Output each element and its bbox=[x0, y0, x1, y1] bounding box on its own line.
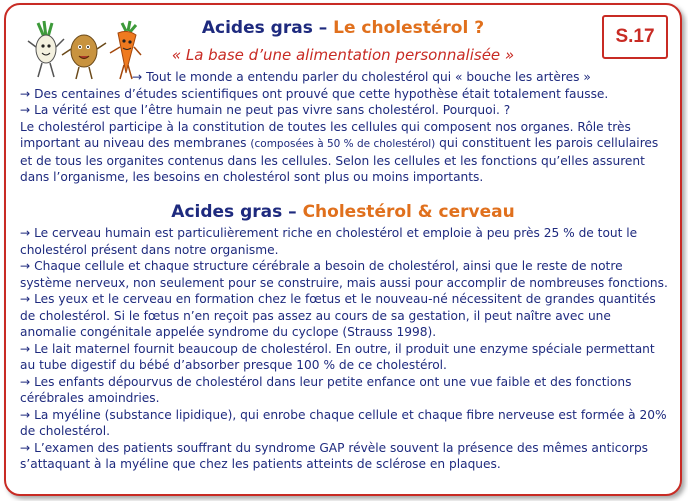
section-title bbox=[6, 202, 680, 222]
brain-block bbox=[20, 225, 670, 473]
section-title-prefix: Acides gras – bbox=[171, 202, 303, 222]
intro-paragraph bbox=[20, 119, 670, 186]
intro-para-note: (composées à 50 % de cholestérol) bbox=[250, 138, 436, 150]
brain-paragraph-7: → L’examen des patients souffrant du syndrome GAP révèle souvent la présence des mêmes anticorps s’attaquant à la myéline que chez les patients atteints de sclérose en plaques. bbox=[20, 440, 649, 471]
brain-paragraph-5: → Les enfants dépourvus de cholestérol dans leur petite enfance ont une vue faible et des fonctions cérébrales amoindries. bbox=[20, 374, 632, 405]
intro-line-1: → Tout le monde a entendu parler du cholestérol qui « bouche les artères » bbox=[132, 70, 591, 84]
document-card bbox=[4, 3, 682, 496]
subtitle: « La base d’une alimentation personnalisée » bbox=[171, 46, 515, 64]
intro-para-start: Le cholestérol participe à la constitution de toutes les cellules qui composent nos organes. Rôle très important au niveau des membranes bbox=[20, 119, 631, 150]
page-number-badge: S.17 bbox=[602, 15, 668, 59]
intro-line-2: → Des centaines d’études scientifiques ont prouvé que cette hypothèse était totalement fausse. bbox=[20, 86, 609, 101]
brain-paragraph-1: → Le cerveau humain est particulièrement riche en cholestérol et emploie à peu près 25 % de tout le cholestérol présent dans notre organisme. bbox=[20, 226, 638, 257]
page-title bbox=[86, 18, 600, 38]
intro-line-3: → La vérité est que l’être humain ne peut pas vivre sans cholestérol. Pourquoi. ? bbox=[20, 103, 511, 117]
intro-block bbox=[20, 69, 670, 186]
title-prefix: Acides gras – bbox=[201, 18, 334, 38]
brain-paragraph-2: → Chaque cellule et chaque structure cérébrale a besoin de cholestérol, ainsi que le reste de notre système nerveux, non seulement pour se construire, mais aussi pour accomplir de nombreuses fonctions. bbox=[20, 259, 668, 290]
brain-paragraph-4: → Le lait maternel fournit beaucoup de cholestérol. En outre, il produit une enzyme spéciale permettant au tube digestif du bébé d’absorber presque 100 % de ce cholestérol. bbox=[20, 341, 655, 372]
section-title-highlight: Cholestérol & cerveau bbox=[302, 202, 515, 222]
title-highlight: Le cholestérol ? bbox=[333, 18, 485, 38]
brain-paragraph-6: → La myéline (substance lipidique), qui enrobe chaque cellule et chaque fibre nerveuse est formée à 20% de cholestérol. bbox=[20, 407, 667, 438]
brain-paragraph-3: → Les yeux et le cerveau en formation chez le fœtus et le nouveau-né nécessitent de grandes quantités de cholestérol. Si le fœtus n’en reçoit pas assez au cours de sa gestation, il peut naître avec une anomalie congénitale appelée syndrome du cyclope (Strauss 1998). bbox=[20, 292, 656, 339]
intro-para-end: qui constituent les parois cellulaires et de tous les organites contenus dans les cellules. Selon les cellules et les fonctions qu’elles assurent dans l’organisme, les besoins en cholestérol sont plus ou moins importants. bbox=[20, 136, 659, 184]
